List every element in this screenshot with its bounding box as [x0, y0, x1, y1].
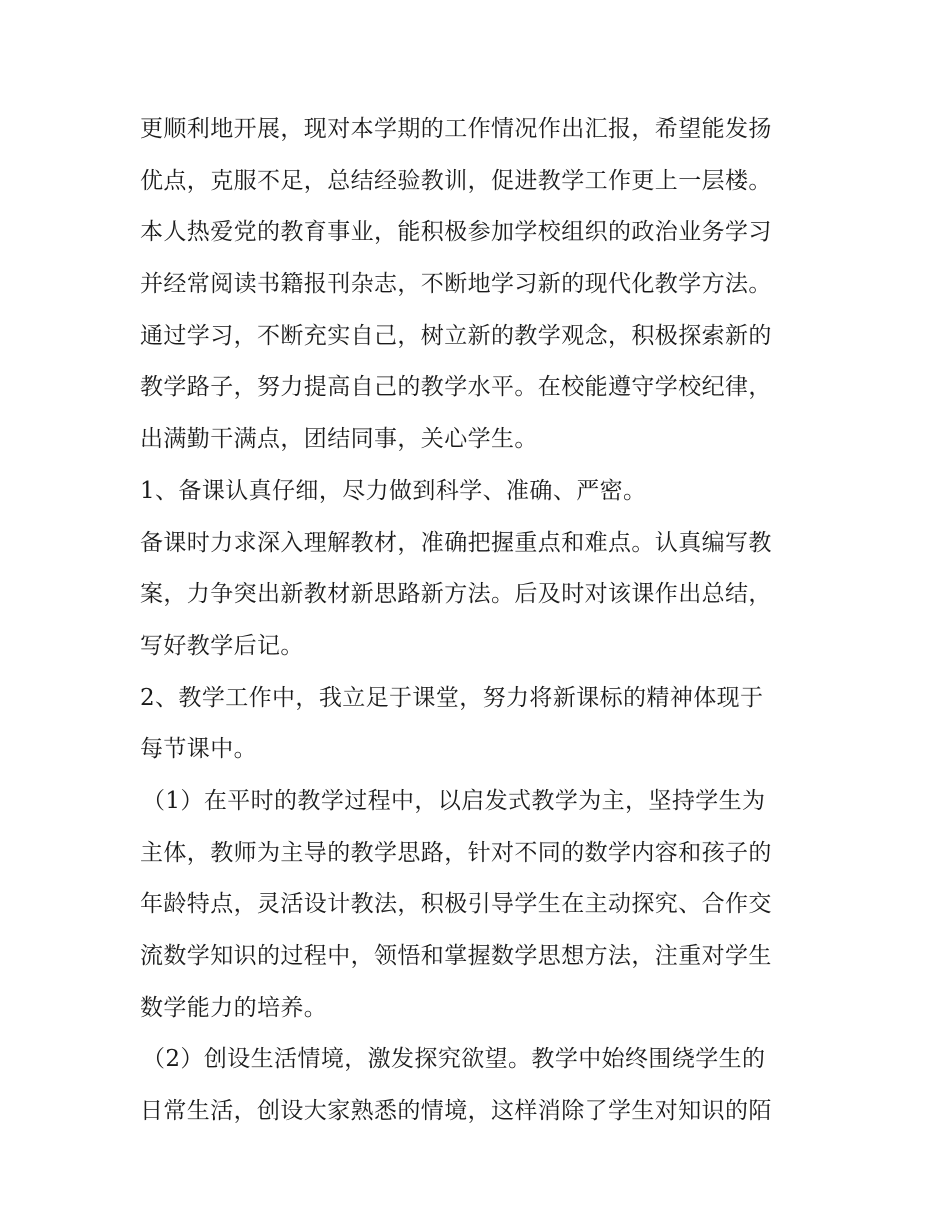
text-line: 年龄特点，灵活设计教法，积极引导学生在主动探究、合作交 [140, 891, 772, 918]
text-line: 每节课中。 [140, 736, 257, 763]
document-body [140, 104, 840, 1138]
text-line: 写好教学后记。 [140, 632, 304, 659]
text-line: 日常生活，创设大家熟悉的情境，这样消除了学生对知识的陌 [140, 1098, 772, 1125]
text-line: 流数学知识的过程中，领悟和掌握数学思想方法，注重对学生 [140, 943, 772, 969]
text-line: 并经常阅读书籍报刊杂志，不断地学习新的现代化教学方法。 [140, 271, 772, 298]
text-line: 优点，克服不足，总结经验教训，促进教学工作更上一层楼。 [140, 167, 772, 194]
text-line: 数学能力的培养。 [140, 994, 328, 1021]
text-line: 主体，教师为主导的教学思路，针对不同的数学内容和孩子的 [140, 839, 772, 866]
text-line: 案，力争突出新教材新思路新方法。后及时对该课作出总结， [140, 581, 772, 608]
text-line: 更顺利地开展，现对本学期的工作情况作出汇报，希望能发扬 [140, 116, 772, 142]
text-line: 备课时力求深入理解教材，准确把握重点和难点。认真编写教 [140, 529, 772, 556]
subsection-item-2: （2）创设生活情境，激发探究欲望。教学中始终围绕学生的 [142, 1046, 766, 1073]
section-heading-2: 2、教学工作中，我立足于课堂，努力将新课标的精神体现于 [140, 684, 764, 711]
section-heading-1: 1、备课认真仔细，尽力做到科学、准确、严密。 [140, 477, 647, 504]
subsection-item-1: （1）在平时的教学过程中，以启发式教学为主，坚持学生为 [142, 787, 766, 814]
text-line: 出满勤干满点，团结同事，关心学生。 [140, 426, 538, 453]
text-line: 通过学习，不断充实自己，树立新的教学观念，积极探索新的 [140, 322, 772, 349]
text-line: 教学路子，努力提高自己的教学水平。在校能遵守学校纪律， [140, 374, 772, 401]
text-line: 本人热爱党的教育事业，能积极参加学校组织的政治业务学习 [140, 219, 772, 246]
